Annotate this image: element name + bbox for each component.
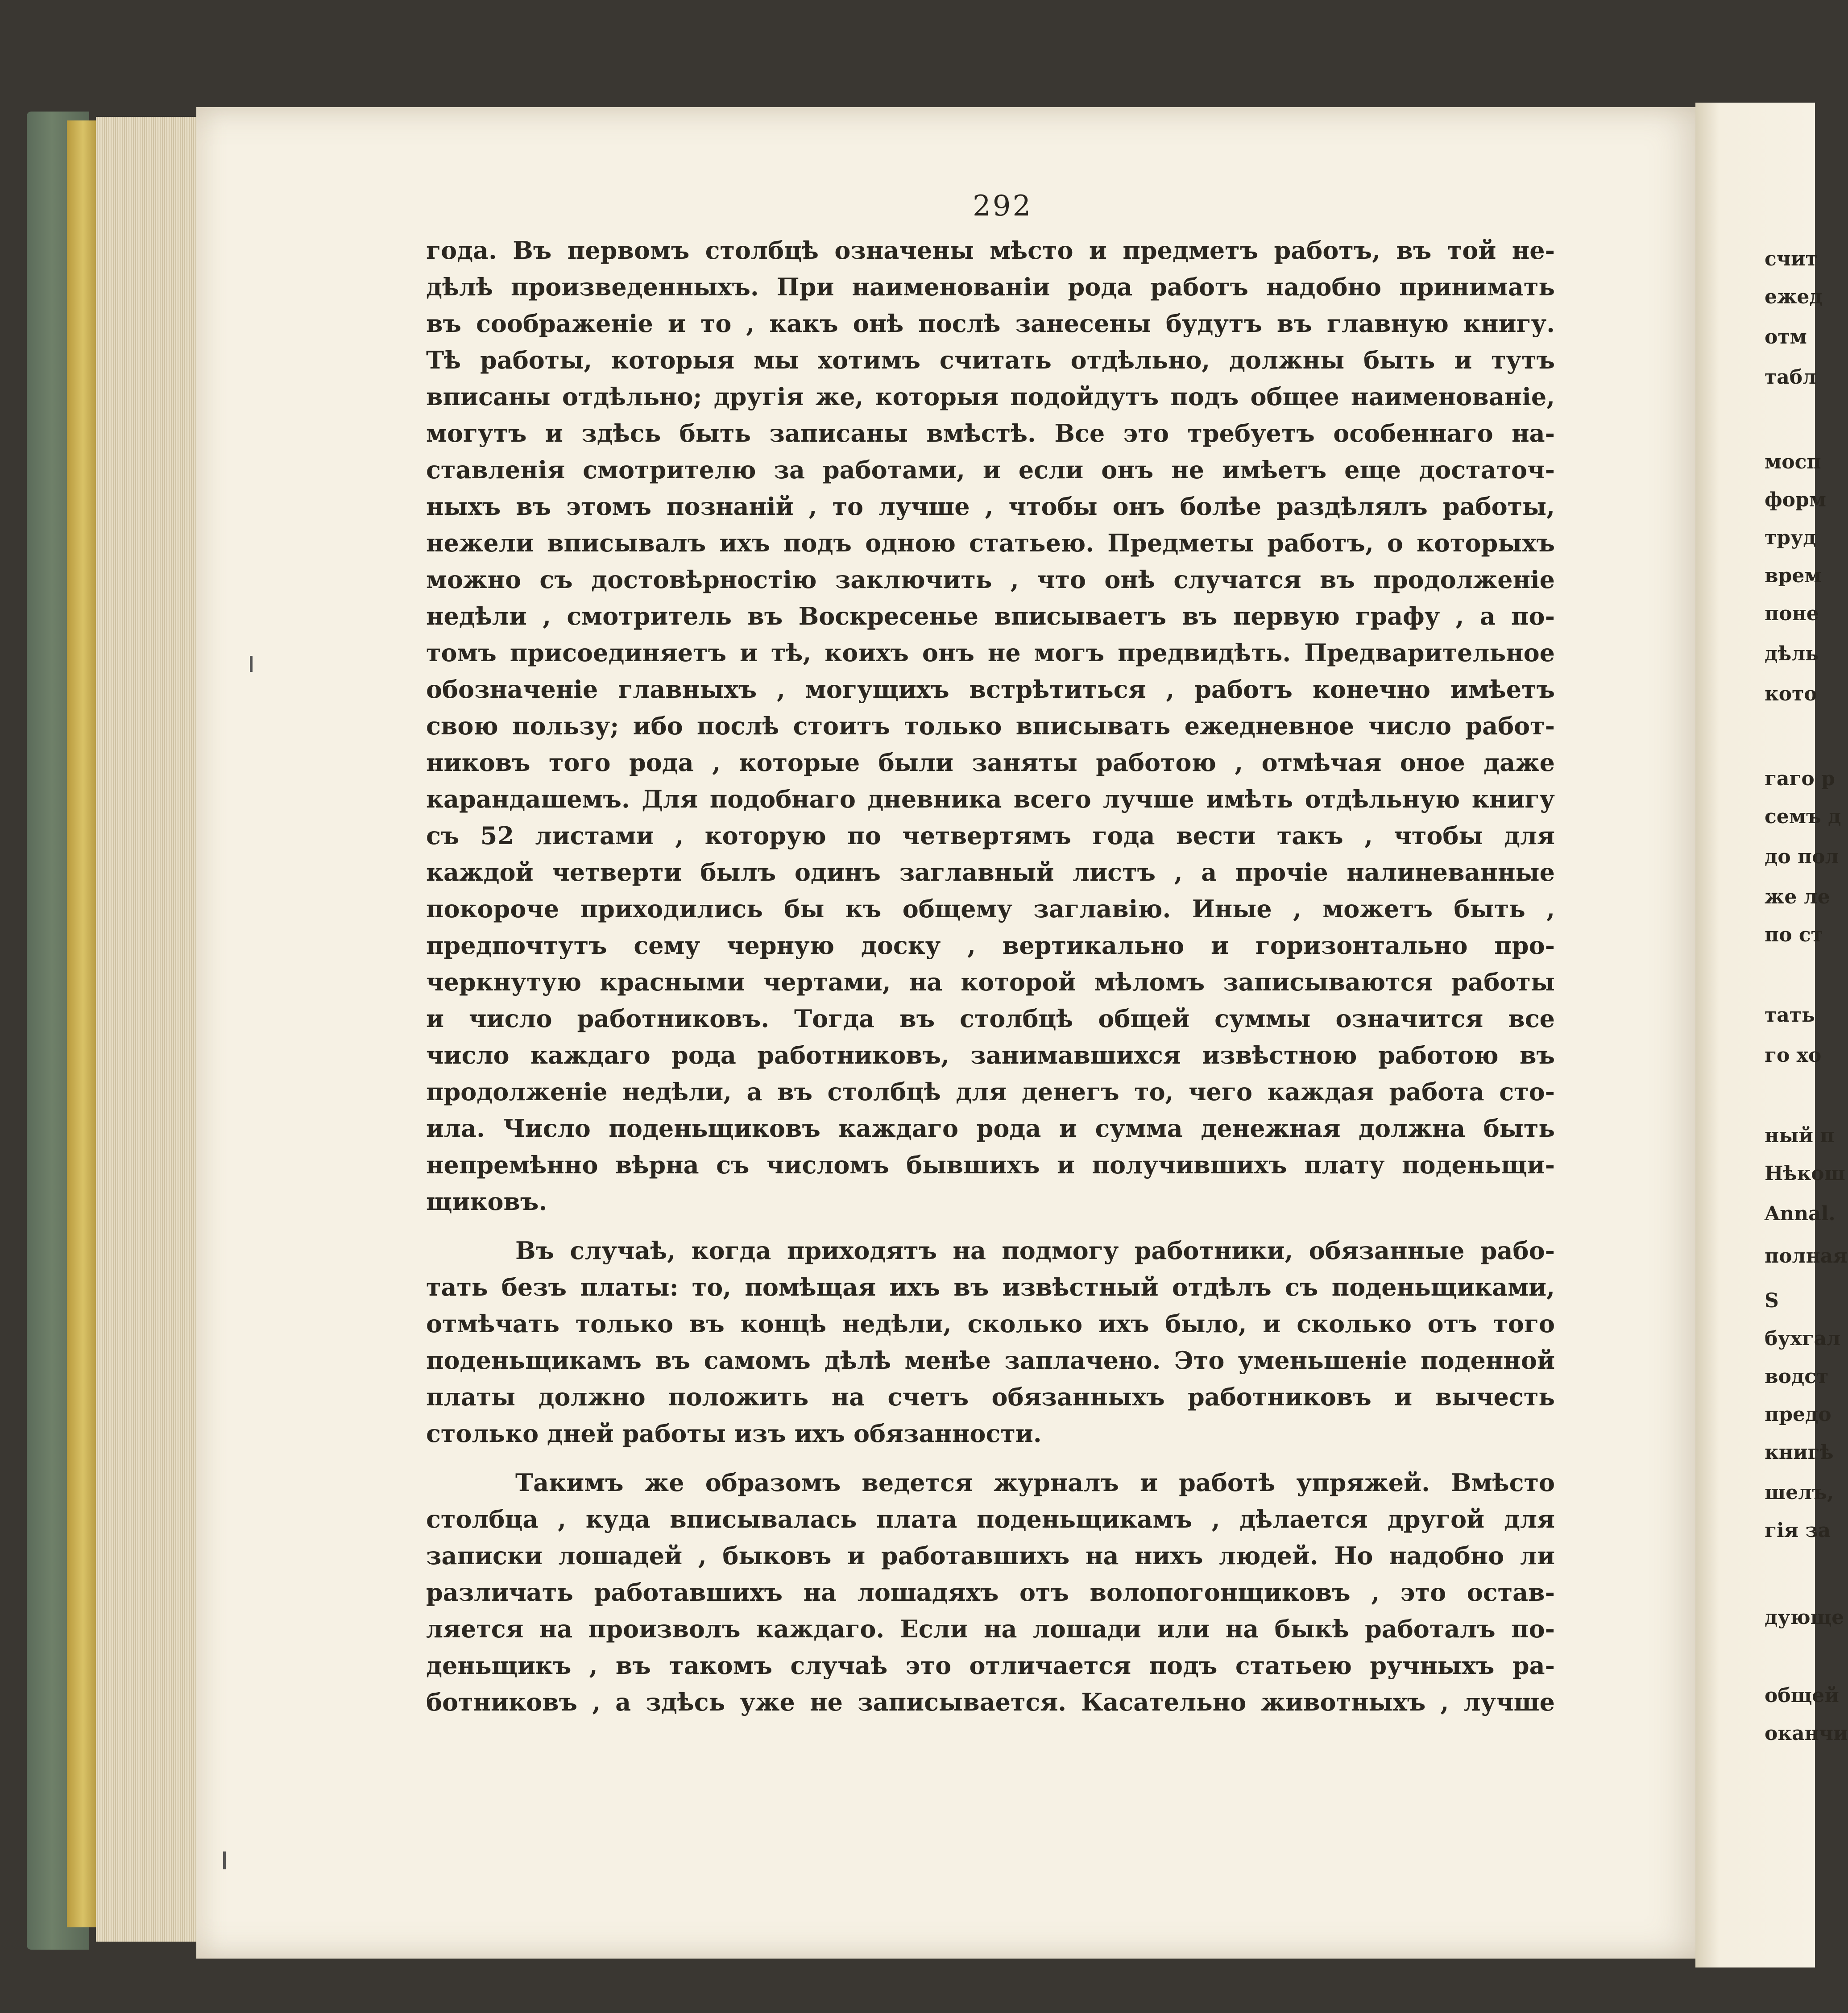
facing-page-fragment: S	[1765, 1289, 1779, 1312]
text-line: различать работавшихъ на лошадяхъ отъ волопогонщиковъ , это остав-	[426, 1578, 1555, 1607]
text-line: продолженіе недѣли, а въ столбцѣ для денегъ то, чего каждая работа сто-	[426, 1077, 1555, 1106]
text-line: Въ случаѣ, когда приходятъ на подмогу работники, обязанные рабо-	[515, 1236, 1555, 1265]
text-line: съ 52 листами , которую по четвертямъ года вести такъ , чтобы для	[426, 821, 1555, 850]
text-line: щиковъ.	[426, 1187, 547, 1216]
facing-page-fragment: кото	[1765, 683, 1817, 705]
facing-page-fragment: книгѣ	[1765, 1441, 1834, 1464]
facing-page-fragment: предо	[1765, 1403, 1831, 1426]
facing-page-fragment: полная	[1765, 1245, 1848, 1267]
text-line: карандашемъ. Для подобнаго дневника всего лучше имѣть отдѣльную книгу	[426, 785, 1555, 813]
facing-page-fragment: ный п	[1765, 1124, 1835, 1147]
facing-page-fragment: гія за	[1765, 1519, 1831, 1542]
text-line: и число работниковъ. Тогда въ столбцѣ общей суммы означится все	[426, 1004, 1555, 1033]
text-line: дѣлѣ произведенныхъ. При наименованіи рода работъ надобно принимать	[426, 273, 1555, 301]
paragraph-gap	[426, 1452, 1555, 1464]
page-mark	[250, 656, 253, 672]
text-line: Такимъ же образомъ ведется журналъ и работѣ упряжей. Вмѣсто	[515, 1468, 1555, 1497]
text-line: тать безъ платы: то, помѣщая ихъ въ извѣстный отдѣлъ съ поденьщиками,	[426, 1273, 1555, 1301]
text-line: года. Въ первомъ столбцѣ означены мѣсто и предметъ работъ, въ той не-	[426, 236, 1555, 265]
facing-page-fragment: Нѣкош	[1765, 1162, 1845, 1185]
body-text	[426, 232, 1555, 1720]
text-line: ставленія смотрителю за работами, и если онъ не имѣетъ еще достаточ-	[426, 456, 1555, 484]
text-line: платы должно положить на счетъ обязанныхъ работниковъ и вычесть	[426, 1383, 1555, 1411]
facing-page-fragment: го хо	[1765, 1044, 1822, 1067]
facing-page-fragment: дующе	[1765, 1606, 1844, 1629]
text-line: покороче приходились бы къ общему заглавію. Иные , можетъ быть ,	[426, 895, 1555, 923]
page-stack	[96, 117, 203, 1942]
text-line: число каждаго рода работниковъ, занимавшихся извѣстною работою въ	[426, 1041, 1555, 1069]
text-line: поденьщикамъ въ самомъ дѣлѣ менѣе заплачено. Это уменьшеніе поденной	[426, 1346, 1555, 1375]
facing-page-fragment: до пол	[1765, 845, 1839, 868]
facing-page-fragment: по ст	[1765, 924, 1823, 946]
facing-page-fragment: Annal.	[1765, 1202, 1836, 1225]
facing-page-fragment: ежед	[1765, 286, 1823, 308]
text-line: ныхъ въ этомъ познаній , то лучше , чтобы онъ болѣе раздѣлялъ работы,	[426, 492, 1555, 521]
text-line: никовъ того рода , которые были заняты работою , отмѣчая оное даже	[426, 748, 1555, 777]
text-line: можно съ достовѣрностію заключить , что онѣ случатся въ продолженіе	[426, 565, 1555, 594]
page-mark	[223, 1851, 226, 1869]
text-line: недѣли , смотритель въ Воскресенье вписываетъ въ первую графу , а по-	[426, 602, 1555, 630]
paragraph-gap	[426, 1220, 1555, 1232]
text-line: столько дней работы изъ ихъ обязанности.	[426, 1419, 1042, 1448]
text-line: томъ присоединяетъ и тѣ, коихъ онъ не могъ предвидѣть. Предварительное	[426, 638, 1555, 667]
text-line: непремѣнно вѣрна съ числомъ бывшихъ и получившихъ плату поденьщи-	[426, 1151, 1555, 1179]
facing-page-fragment: счит	[1765, 248, 1818, 270]
facing-page-fragment: шелъ,	[1765, 1481, 1834, 1504]
facing-page-fragment: общей	[1765, 1684, 1839, 1707]
page-number: 292	[973, 190, 1033, 223]
facing-page-fragment: отм	[1765, 326, 1807, 348]
text-line: отмѣчать только въ концѣ недѣли, сколько ихъ было, и сколько отъ того	[426, 1309, 1555, 1338]
text-line: столбца , куда вписывалась плата поденьщикамъ , дѣлается другой для	[426, 1505, 1555, 1533]
text-line: вписаны отдѣльно; другія же, которыя подойдутъ подъ общее наименованіе,	[426, 382, 1555, 411]
facing-page-fragment: мосп	[1765, 451, 1821, 473]
text-line: могутъ и здѣсь быть записаны вмѣстѣ. Все это требуетъ особеннаго на-	[426, 419, 1555, 447]
facing-page-fragment: бухгал	[1765, 1327, 1841, 1350]
text-line: ила. Число поденьщиковъ каждаго рода и сумма денежная должна быть	[426, 1114, 1555, 1143]
facing-page-fragment: же ле	[1765, 886, 1830, 908]
facing-page-fragment: тать	[1765, 1004, 1815, 1027]
facing-page-fragment: поне	[1765, 602, 1819, 625]
text-line: обозначеніе главныхъ , могущихъ встрѣтиться , работъ конечно имѣетъ	[426, 675, 1555, 704]
facing-page-text-fragments	[1765, 0, 1848, 2013]
text-line: ботниковъ , а здѣсь уже не записывается. Касательно животныхъ , лучше	[426, 1688, 1555, 1716]
facing-page-fragment: труд	[1765, 526, 1816, 549]
text-line: записки лошадей , быковъ и работавшихъ на нихъ людей. Но надобно ли	[426, 1541, 1555, 1570]
facing-page-fragment: семъ д	[1765, 805, 1841, 828]
text-line: нежели вписывалъ ихъ подъ одною статьею. Предметы работъ, о которыхъ	[426, 529, 1555, 557]
text-line: въ соображеніе и то , какъ онѣ послѣ занесены будутъ въ главную книгу.	[426, 309, 1555, 338]
facing-page-fragment: форм	[1765, 489, 1827, 511]
facing-page-fragment: врем	[1765, 564, 1822, 587]
text-line: ляется на произволъ каждаго. Если на лошади или на быкѣ работалъ по-	[426, 1615, 1555, 1643]
text-line: черкнутую красными чертами, на которой мѣломъ записываются работы	[426, 968, 1555, 996]
text-line: каждой четверти былъ одинъ заглавный листъ , а прочіе налиневанные	[426, 858, 1555, 886]
facing-page-fragment: гаго р	[1765, 767, 1835, 790]
facing-page-fragment: дѣль	[1765, 642, 1819, 665]
facing-page-fragment: табл	[1765, 366, 1817, 389]
text-line: деньщикъ , въ такомъ случаѣ это отличается подъ статьею ручныхъ ра-	[426, 1651, 1555, 1680]
text-line: Тѣ работы, которыя мы хотимъ считать отдѣльно, должны быть и тутъ	[426, 346, 1555, 374]
facing-page-fragment: оканчи	[1765, 1722, 1848, 1745]
text-line: предпочтутъ сему черную доску , вертикально и горизонтально про-	[426, 931, 1555, 960]
facing-page-fragment: водст	[1765, 1365, 1829, 1388]
text-line: свою пользу; ибо послѣ стоитъ только вписывать ежедневное число работ-	[426, 712, 1555, 740]
